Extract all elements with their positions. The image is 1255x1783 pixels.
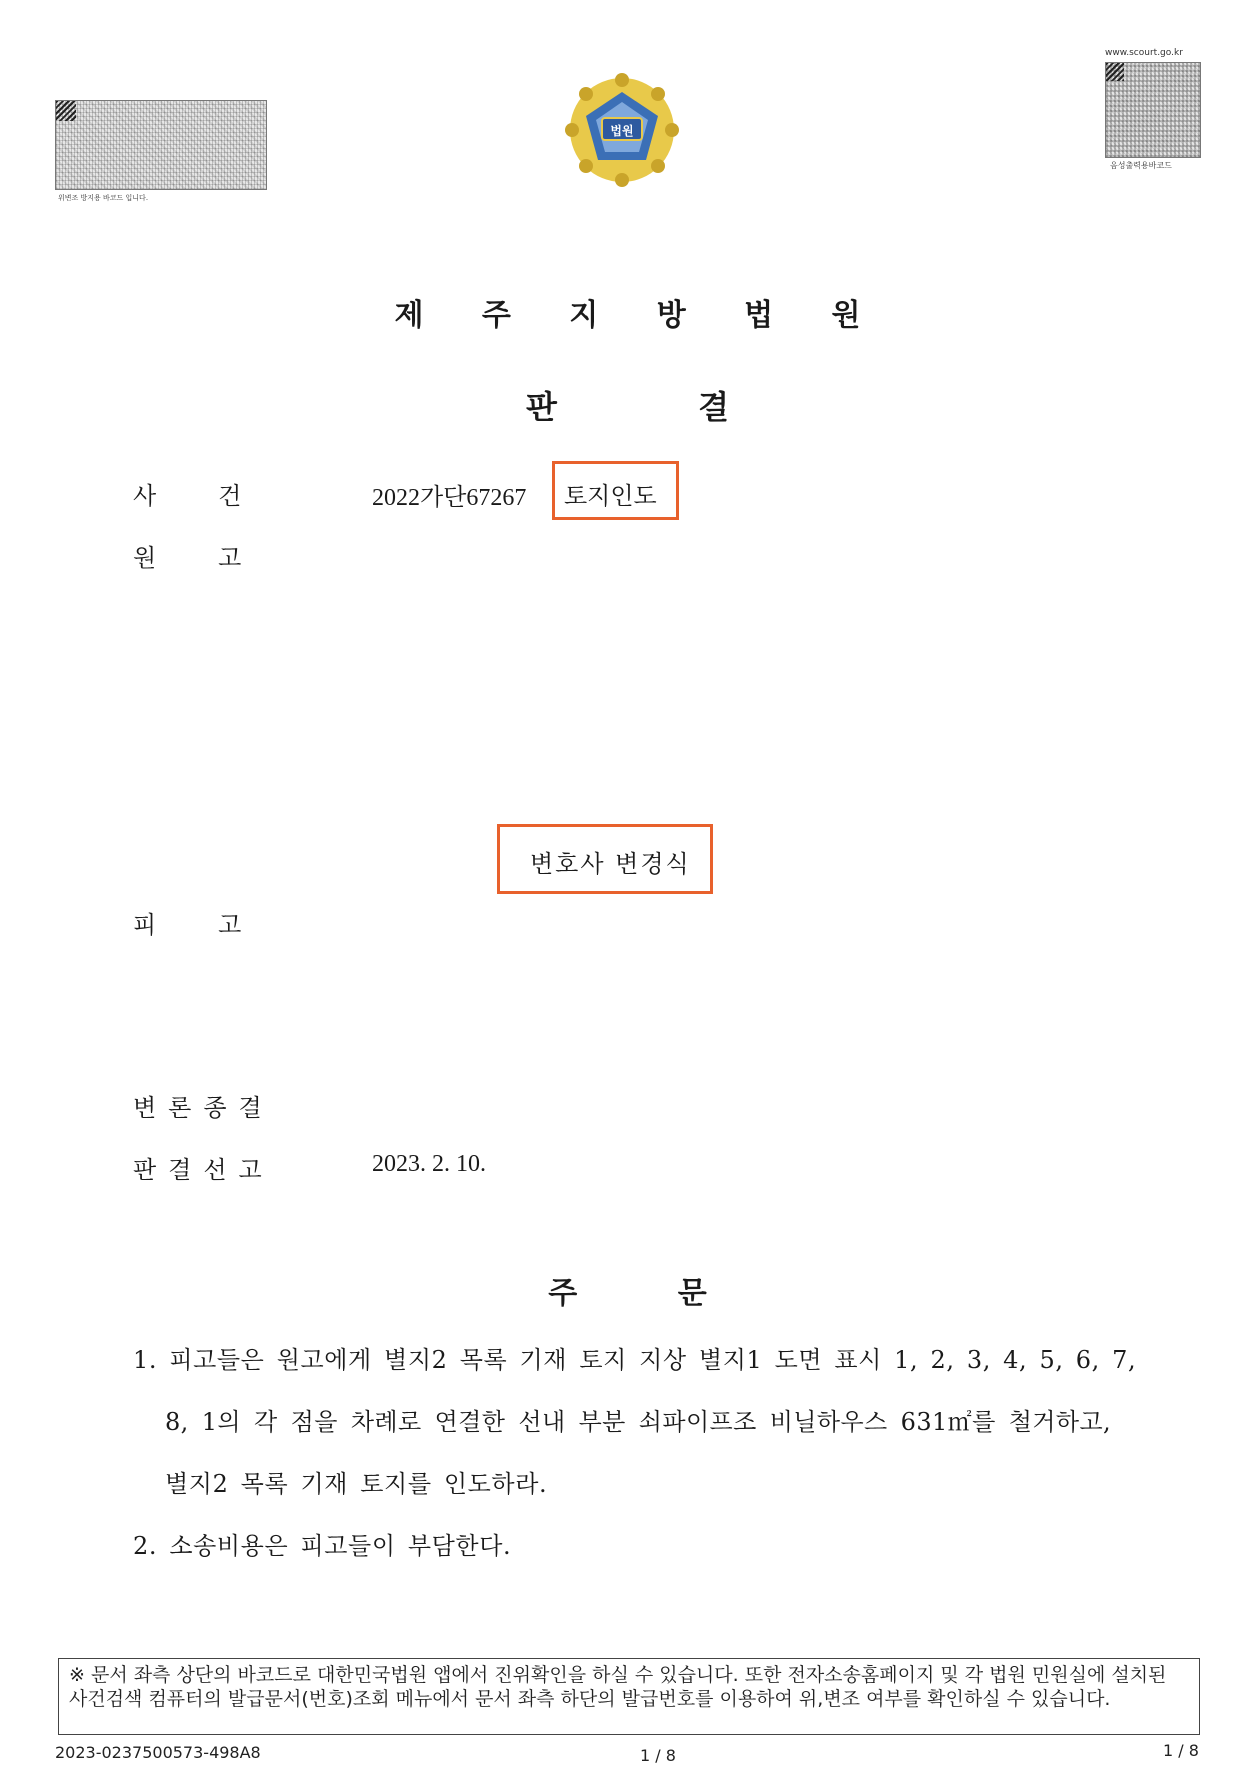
order-item-1-line-2: 8, 1의 각 점을 차례로 연결한 선내 부분 쇠파이프조 비닐하우스 631㎡를 철거하고, — [165, 1408, 1112, 1436]
audio-barcode — [1105, 62, 1201, 158]
order-title: 주 문 — [548, 1276, 707, 1311]
barcode-corner-mark — [1106, 63, 1124, 81]
barcode-left-caption: 위변조 방지용 바코드 입니다. — [58, 194, 149, 202]
document-title: 판 결 — [526, 388, 729, 426]
case-label: 사건 — [133, 482, 304, 510]
court-name: 제 주 지 방 법 원 — [394, 298, 885, 333]
order-item-1-line-3: 별지2 목록 기재 토지를 인도하라. — [165, 1470, 548, 1498]
page-number-right: 1 / 8 — [1163, 1741, 1199, 1760]
barcode-right-caption: 음성출력용바코드 — [1110, 161, 1172, 170]
court-emblem-icon — [562, 70, 682, 190]
closing-argument-label: 변론종결 — [133, 1094, 274, 1122]
verification-notice: ※ 문서 좌측 상단의 바코드로 대한민국법원 앱에서 진위확인을 하실 수 있습니다. 또한 전자소송홈페이지 및 각 법원 민원실에 설치된 사건검색 컴퓨터의 발급문서(번호)조회 메뉴에서 문서 좌측 하단의 발급번호를 이용하여 위,변조 여부를 확인하실 수 있습니다. — [58, 1658, 1200, 1735]
judgment-date-value: 2023. 2. 10. — [372, 1151, 486, 1177]
page-number-center: 1 / 8 — [640, 1746, 676, 1765]
judgment-date-label: 판결선고 — [133, 1156, 274, 1184]
order-item-2: 2. 소송비용은 피고들이 부담한다. — [133, 1532, 512, 1560]
case-type: 토지인도 — [564, 482, 657, 510]
plaintiff-label: 원고 — [133, 544, 304, 572]
emblem-text: 법원 — [610, 124, 634, 138]
order-item-1-line-1: 1. 피고들은 원고에게 별지2 목록 기재 토지 지상 별지1 도면 표시 1, 2, 3, 4, 5, 6, 7, — [133, 1346, 1137, 1374]
issue-number: 2023-0237500573-498A8 — [55, 1743, 261, 1762]
plaintiff-lawyer: 변호사 변경식 — [530, 850, 691, 878]
authentication-barcode — [55, 100, 267, 190]
defendant-label: 피고 — [133, 911, 304, 939]
barcode-right-url: www.scourt.go.kr — [1105, 48, 1183, 58]
case-number: 2022가단67267 — [372, 485, 527, 511]
barcode-corner-mark — [56, 101, 76, 121]
